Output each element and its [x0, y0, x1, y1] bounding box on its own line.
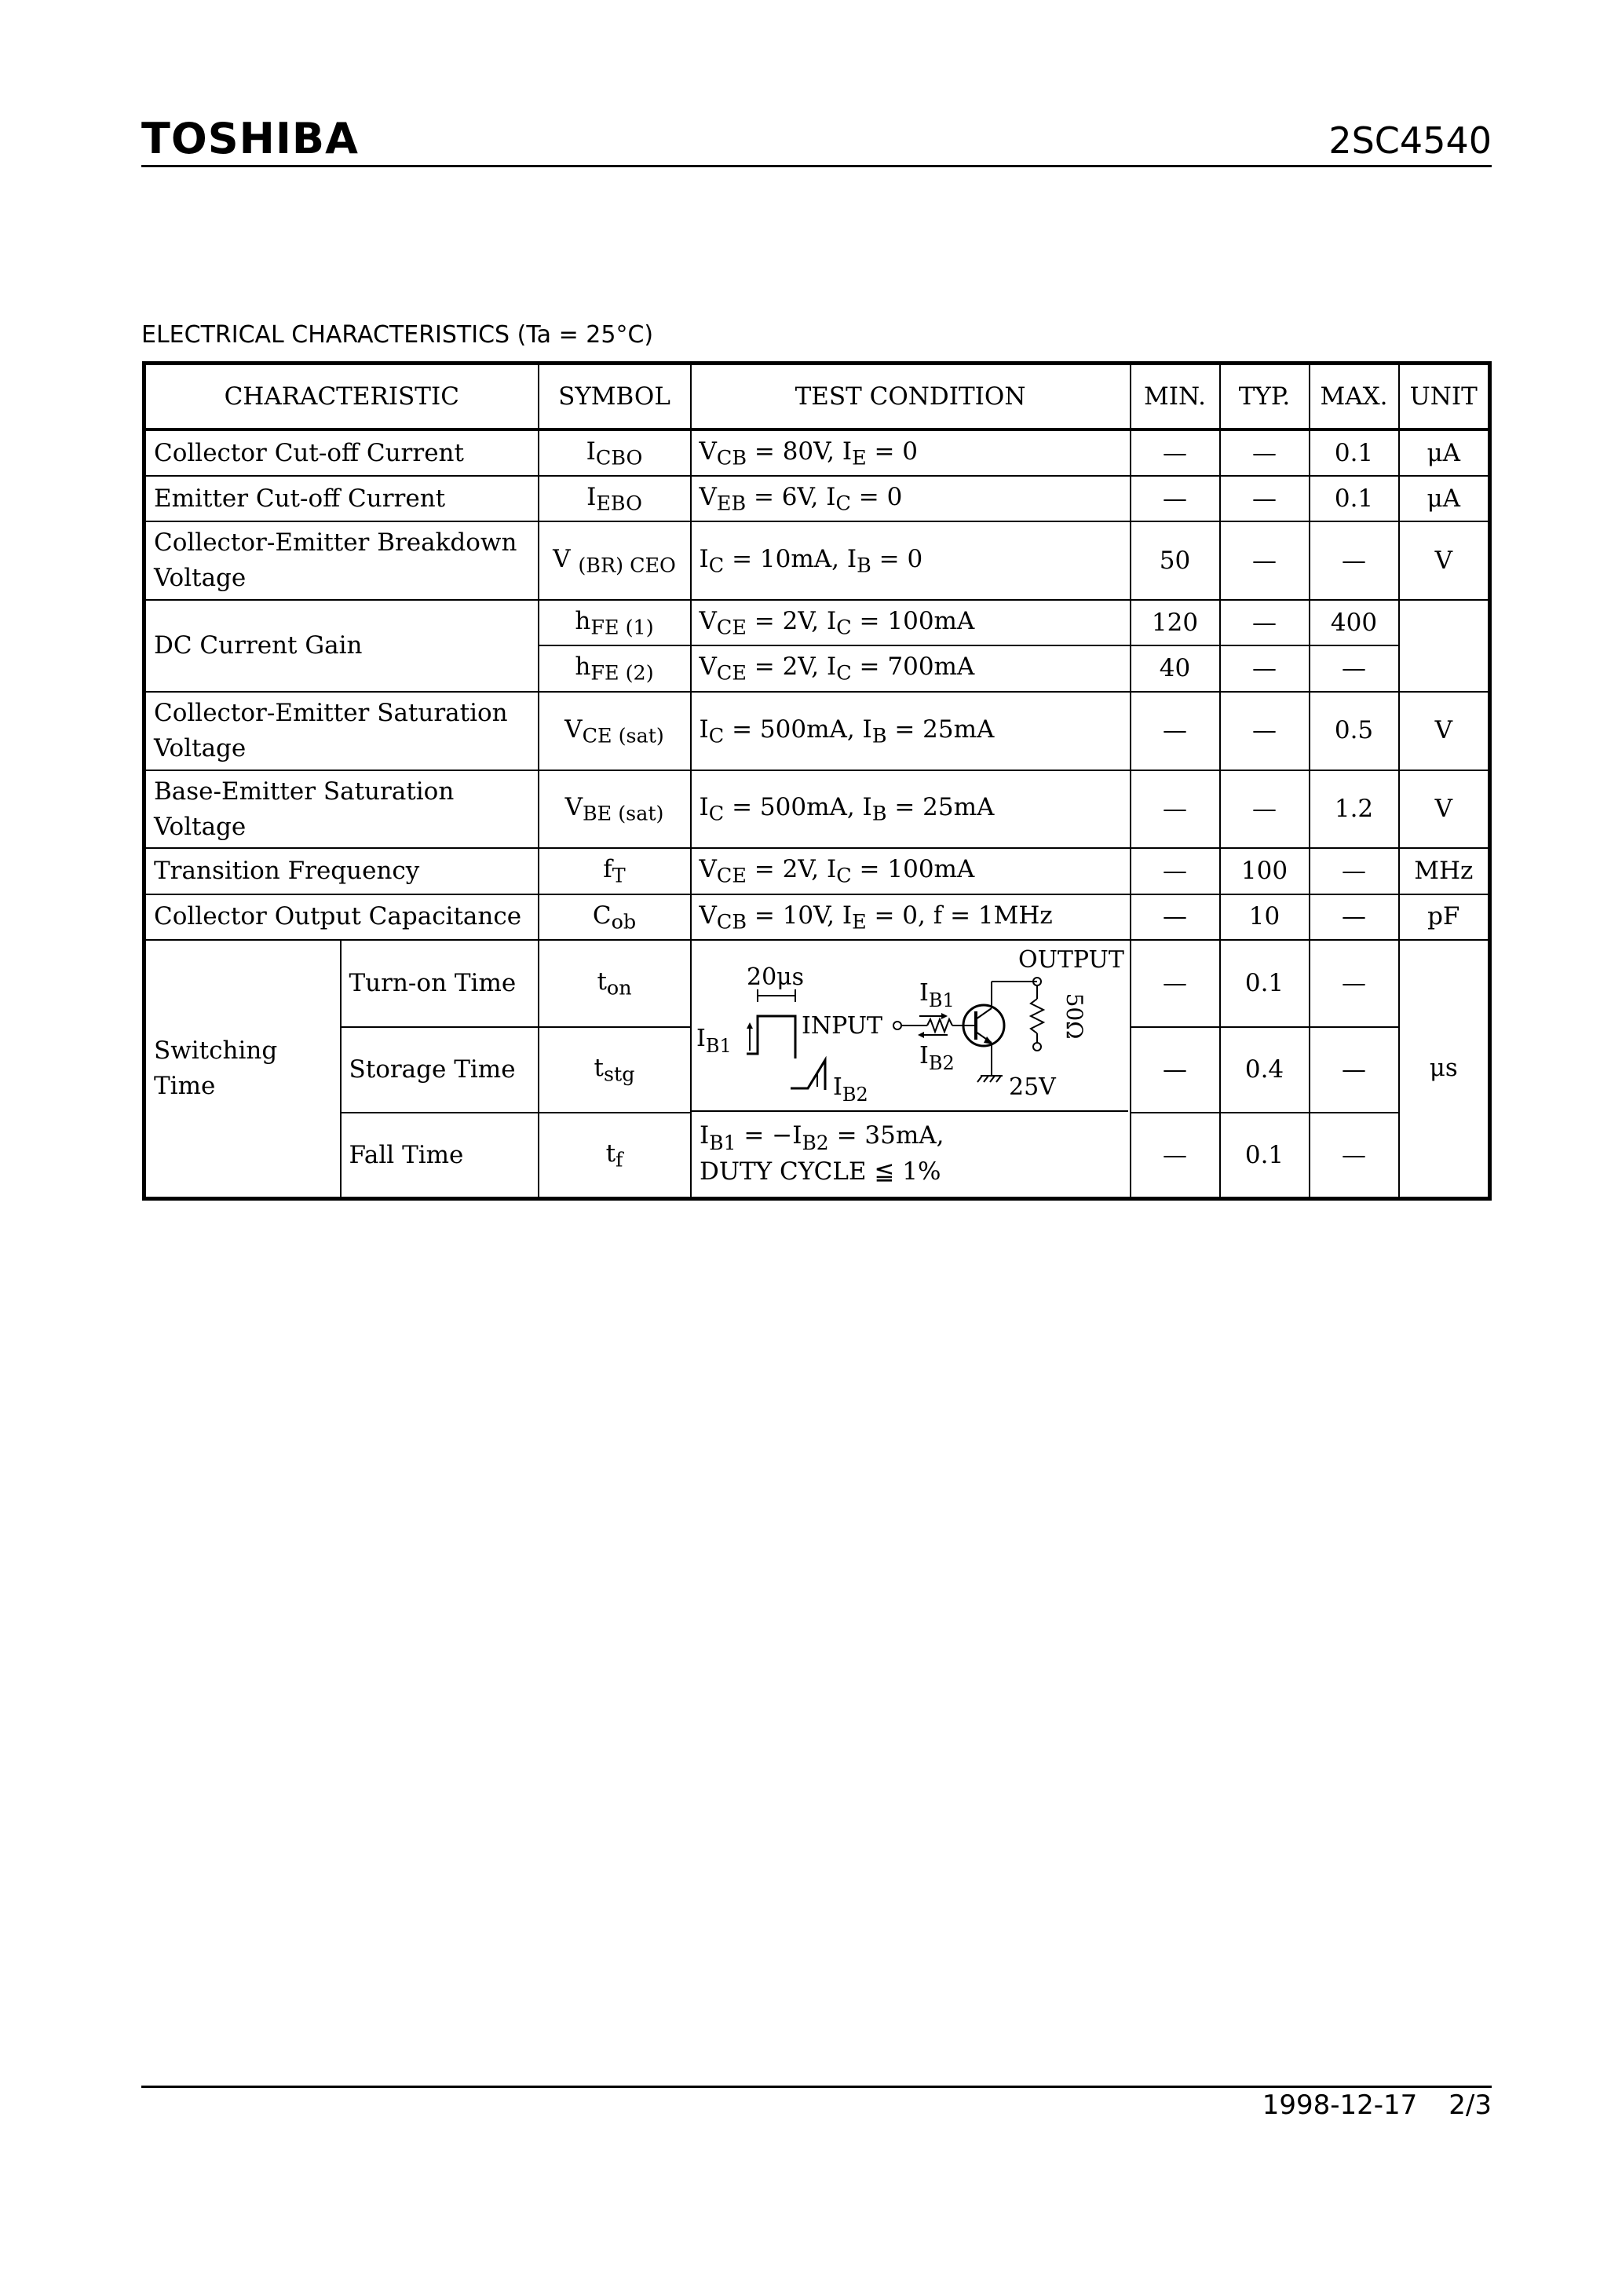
typ-value: 0.1	[1220, 1113, 1310, 1198]
min-value: 50	[1131, 521, 1220, 600]
ib1-label-right: $I_{B1}$	[919, 978, 955, 1011]
symbol: $t_{on}$	[539, 940, 691, 1027]
characteristic-name: Transition Frequency	[144, 848, 539, 894]
characteristic-name: Collector-Emitter Saturation Voltage	[144, 692, 539, 770]
min-value: —	[1131, 848, 1220, 894]
section-title: ELECTRICAL CHARACTERISTICS (Ta = 25°C)	[141, 321, 654, 349]
max-value: 400	[1310, 600, 1399, 645]
max-value: 1.2	[1310, 770, 1399, 849]
min-value: —	[1131, 770, 1220, 849]
table-header-row	[144, 364, 1490, 430]
symbol: $h_{FE (1)}$	[539, 600, 691, 645]
col-header-max: MAX.	[1310, 364, 1399, 430]
electrical-characteristics-table	[142, 361, 1492, 1201]
typ-value: 0.4	[1220, 1027, 1310, 1113]
symbol: $h_{FE (2)}$	[539, 645, 691, 691]
unit: V	[1399, 770, 1490, 849]
unit: MHz	[1399, 848, 1490, 894]
test-condition: $V_{CE} = 2V$, $I_C = 700mA$	[691, 645, 1131, 691]
typ-value: —	[1220, 645, 1310, 691]
min-value: —	[1131, 1027, 1220, 1113]
table-row	[144, 848, 1490, 894]
page-number: 2/3	[1448, 2089, 1492, 2121]
ib2-label-bottom: $I_{B2}$	[832, 1073, 868, 1106]
unit: μA	[1399, 430, 1490, 476]
ib1-label-left: $I_{B1}$	[696, 1024, 732, 1057]
min-value: —	[1131, 1113, 1220, 1198]
max-value: —	[1310, 645, 1399, 691]
unit	[1399, 600, 1490, 691]
min-value: —	[1131, 692, 1220, 770]
max-value: —	[1310, 521, 1399, 600]
brand-logo: TOSHIBA	[141, 114, 359, 163]
characteristic-name: Base-Emitter Saturation Voltage	[144, 770, 539, 849]
col-header-unit: UNIT	[1399, 364, 1490, 430]
characteristic-name: Switching Time	[144, 940, 341, 1199]
min-value: —	[1131, 430, 1220, 476]
typ-value: 100	[1220, 848, 1310, 894]
pulse-width-label: 20μs	[746, 963, 804, 991]
col-header-test-condition: TEST CONDITION	[691, 364, 1131, 430]
max-value: 0.1	[1310, 476, 1399, 521]
sub-characteristic-name: Turn-on Time	[341, 940, 539, 1027]
col-header-min: MIN.	[1131, 364, 1220, 430]
min-value: —	[1131, 476, 1220, 521]
max-value: —	[1310, 1027, 1399, 1113]
typ-value: —	[1220, 521, 1310, 600]
unit: pF	[1399, 894, 1490, 940]
max-value: 0.5	[1310, 692, 1399, 770]
unit: μA	[1399, 476, 1490, 521]
typ-value: 10	[1220, 894, 1310, 940]
max-value: —	[1310, 894, 1399, 940]
symbol: $V_{BE (sat)}$	[539, 770, 691, 849]
typ-value: —	[1220, 476, 1310, 521]
test-condition: $V_{EB} = 6V$, $I_C = 0$	[691, 476, 1131, 521]
col-header-symbol: SYMBOL	[539, 364, 691, 430]
part-number: 2SC4540	[1328, 119, 1492, 162]
footer-rule	[141, 2086, 1492, 2088]
symbol: $I_{CBO}$	[539, 430, 691, 476]
symbol: $t_f$	[539, 1113, 691, 1198]
test-condition: $V_{CE} = 2V$, $I_C = 100mA$	[691, 848, 1131, 894]
table-row	[144, 521, 1490, 600]
table-row	[144, 940, 1490, 1027]
test-condition: $I_C = 10mA$, $I_B = 0$	[691, 521, 1131, 600]
typ-value: 0.1	[1220, 940, 1310, 1027]
input-label: INPUT	[801, 1011, 882, 1040]
footer	[1231, 2089, 1492, 2121]
symbol: V $_{(BR) CEO}$	[539, 521, 691, 600]
symbol: $t_{stg}$	[539, 1027, 691, 1113]
max-value: —	[1310, 940, 1399, 1027]
col-header-characteristic: CHARACTERISTIC	[144, 364, 539, 430]
characteristic-name: Collector Output Capacitance	[144, 894, 539, 940]
footer-date: 1998-12-17	[1262, 2089, 1418, 2121]
ib2-label-right: $I_{B2}$	[919, 1041, 955, 1074]
switching-test-circuit	[691, 940, 1131, 1199]
test-condition: $V_{CE} = 2V$, $I_C = 100mA$	[691, 600, 1131, 645]
typ-value: —	[1220, 430, 1310, 476]
table-row	[144, 430, 1490, 476]
switching-condition-line2: DUTY CYCLE ≦ 1%	[699, 1157, 941, 1186]
max-value: —	[1310, 1113, 1399, 1198]
symbol: $f_T$	[539, 848, 691, 894]
test-condition: $I_C = 500mA$, $I_B = 25mA$	[691, 770, 1131, 849]
table-row	[144, 894, 1490, 940]
unit: μs	[1399, 940, 1490, 1199]
characteristic-name: Emitter Cut-off Current	[144, 476, 539, 521]
typ-value: —	[1220, 600, 1310, 645]
unit: V	[1399, 521, 1490, 600]
min-value: 40	[1131, 645, 1220, 691]
characteristic-name: Collector Cut-off Current	[144, 430, 539, 476]
test-condition: $V_{CB} = 10V$, $I_E = 0$, f = 1MHz	[691, 894, 1131, 940]
switching-condition-line1: $I_{B1} = -I_{B2} = 35mA$,	[699, 1121, 944, 1154]
switching-circuit-diagram	[692, 941, 1128, 1197]
min-value: —	[1131, 894, 1220, 940]
supply-voltage-label: 25V	[1008, 1073, 1056, 1101]
test-condition: $V_{CB} = 80V$, $I_E = 0$	[691, 430, 1131, 476]
symbol: $I_{EBO}$	[539, 476, 691, 521]
table-row	[144, 600, 1490, 645]
load-resistor-label: 50Ω	[1061, 993, 1087, 1040]
symbol: $V_{CE (sat)}$	[539, 692, 691, 770]
min-value: —	[1131, 940, 1220, 1027]
sub-characteristic-name: Storage Time	[341, 1027, 539, 1113]
col-header-typ: TYP.	[1220, 364, 1310, 430]
output-label: OUTPUT	[1017, 945, 1124, 974]
max-value: —	[1310, 848, 1399, 894]
typ-value: —	[1220, 770, 1310, 849]
test-condition: $I_C = 500mA$, $I_B = 25mA$	[691, 692, 1131, 770]
characteristic-name: DC Current Gain	[144, 600, 539, 691]
table-row	[144, 476, 1490, 521]
sub-characteristic-name: Fall Time	[341, 1113, 539, 1198]
table-row	[144, 770, 1490, 849]
symbol: $C_{ob}$	[539, 894, 691, 940]
table-row	[144, 692, 1490, 770]
header-rule	[141, 165, 1492, 167]
unit: V	[1399, 692, 1490, 770]
characteristic-name: Collector-Emitter Breakdown Voltage	[144, 521, 539, 600]
typ-value: —	[1220, 692, 1310, 770]
max-value: 0.1	[1310, 430, 1399, 476]
min-value: 120	[1131, 600, 1220, 645]
